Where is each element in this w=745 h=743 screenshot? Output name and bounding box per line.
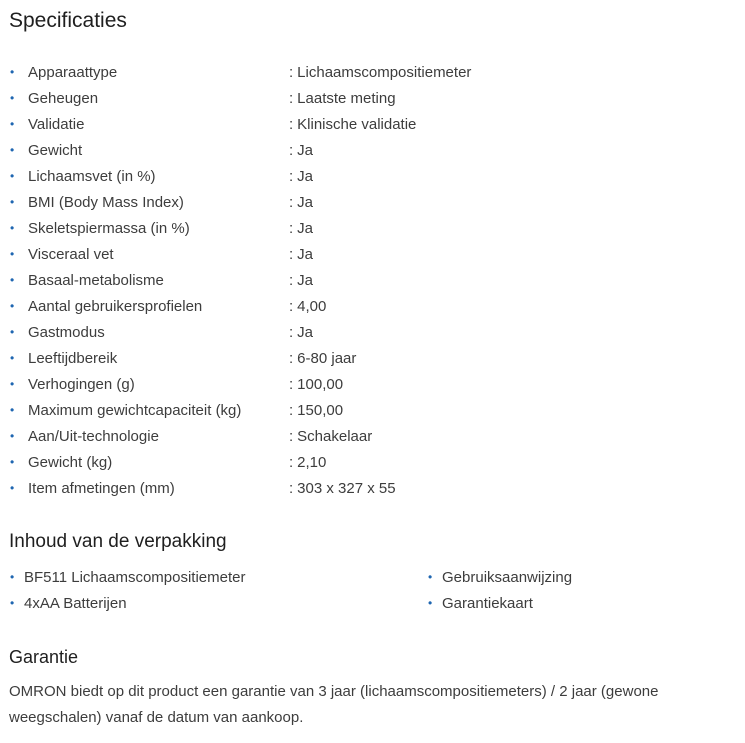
- spec-separator: :: [289, 193, 294, 211]
- bullet-icon: •: [428, 596, 433, 610]
- bullet-icon: •: [10, 481, 15, 495]
- spec-row: [9, 111, 729, 137]
- contents-list: [9, 564, 729, 616]
- spec-separator: :: [289, 401, 294, 419]
- bullet-icon: •: [10, 143, 15, 157]
- spec-separator: :: [289, 141, 294, 159]
- content-item-label: BF511 Lichaamscompositiemeter: [24, 568, 246, 586]
- spec-value: Schakelaar: [297, 427, 373, 445]
- spec-separator: :: [289, 63, 294, 81]
- spec-separator: :: [289, 349, 294, 367]
- spec-value: Lichaamscompositiemeter: [297, 63, 472, 81]
- spec-label: Verhogingen (g): [28, 375, 135, 393]
- spec-value: Ja: [297, 271, 314, 289]
- spec-value: 100,00: [297, 375, 344, 393]
- list-item: [9, 564, 427, 590]
- spec-row: [9, 267, 729, 293]
- bullet-icon: •: [10, 117, 15, 131]
- spec-label: Gastmodus: [28, 323, 105, 341]
- bullet-icon: •: [10, 351, 15, 365]
- bullet-icon: •: [10, 195, 15, 209]
- bullet-icon: •: [10, 221, 15, 235]
- spec-label: Basaal-metabolisme: [28, 271, 164, 289]
- spec-value: 2,10: [297, 453, 327, 471]
- spec-value: Ja: [297, 245, 314, 263]
- spec-value: 4,00: [297, 297, 327, 315]
- spec-value: 150,00: [297, 401, 344, 419]
- spec-separator: :: [289, 323, 294, 341]
- spec-row: [9, 423, 729, 449]
- spec-separator: :: [289, 271, 294, 289]
- spec-label: Maximum gewichtcapaciteit (kg): [28, 401, 242, 419]
- bullet-icon: •: [10, 596, 15, 610]
- bullet-icon: •: [10, 299, 15, 313]
- bullet-icon: •: [10, 273, 15, 287]
- spec-row: [9, 163, 729, 189]
- spec-row: [9, 319, 729, 345]
- spec-separator: :: [289, 245, 294, 263]
- spec-label: Leeftijdbereik: [28, 349, 118, 367]
- bullet-icon: •: [428, 570, 433, 584]
- bullet-icon: •: [10, 455, 15, 469]
- spec-value: 6-80 jaar: [297, 349, 357, 367]
- content-item-label: Garantiekaart: [442, 594, 533, 612]
- spec-row: [9, 59, 729, 85]
- spec-separator: :: [289, 219, 294, 237]
- list-item: [9, 590, 427, 616]
- spec-separator: :: [289, 453, 294, 471]
- spec-label: Apparaattype: [28, 63, 118, 81]
- bullet-icon: •: [10, 377, 15, 391]
- spec-separator: :: [289, 479, 294, 497]
- spec-value: Ja: [297, 141, 314, 159]
- spec-label: BMI (Body Mass Index): [28, 193, 184, 211]
- specs-heading: Specificaties: [9, 9, 127, 32]
- spec-row: [9, 137, 729, 163]
- spec-value: Ja: [297, 323, 314, 341]
- bullet-icon: •: [10, 429, 15, 443]
- spec-value: Ja: [297, 167, 314, 185]
- spec-row: [9, 475, 729, 501]
- list-item: [427, 564, 727, 590]
- spec-label: Skeletspiermassa (in %): [28, 219, 190, 237]
- bullet-icon: •: [10, 570, 15, 584]
- spec-label: Visceraal vet: [28, 245, 114, 263]
- list-item: [427, 590, 727, 616]
- spec-label: Gewicht (kg): [28, 453, 113, 471]
- spec-row: [9, 371, 729, 397]
- bullet-icon: •: [10, 403, 15, 417]
- content-item-label: 4xAA Batterijen: [24, 594, 127, 612]
- bullet-icon: •: [10, 65, 15, 79]
- spec-value: Ja: [297, 193, 314, 211]
- spec-label: Aantal gebruikersprofielen: [28, 297, 203, 315]
- spec-label: Lichaamsvet (in %): [28, 167, 156, 185]
- spec-value: Laatste meting: [297, 89, 396, 107]
- bullet-icon: •: [10, 91, 15, 105]
- bullet-icon: •: [10, 247, 15, 261]
- specs-list: [9, 59, 729, 501]
- spec-value: 303 x 327 x 55: [297, 479, 396, 497]
- spec-label: Geheugen: [28, 89, 99, 107]
- contents-heading: Inhoud van de verpakking: [9, 531, 227, 552]
- spec-separator: :: [289, 375, 294, 393]
- spec-row: [9, 189, 729, 215]
- spec-value: Ja: [297, 219, 314, 237]
- spec-row: [9, 345, 729, 371]
- spec-label: Item afmetingen (mm): [28, 479, 175, 497]
- spec-label: Aan/Uit-technologie: [28, 427, 159, 445]
- spec-row: [9, 293, 729, 319]
- spec-separator: :: [289, 89, 294, 107]
- spec-label: Gewicht: [28, 141, 83, 159]
- bullet-icon: •: [10, 169, 15, 183]
- spec-label: Validatie: [28, 115, 85, 133]
- warranty-heading: Garantie: [9, 647, 79, 667]
- spec-row: [9, 85, 729, 111]
- spec-separator: :: [289, 167, 294, 185]
- spec-row: [9, 449, 729, 475]
- spec-row: [9, 215, 729, 241]
- spec-separator: :: [289, 297, 294, 315]
- content-item-label: Gebruiksaanwijzing: [442, 568, 573, 586]
- bullet-icon: •: [10, 325, 15, 339]
- spec-value: Klinische validatie: [297, 115, 417, 133]
- spec-row: [9, 397, 729, 423]
- spec-row: [9, 241, 729, 267]
- warranty-text: OMRON biedt op dit product een garantie van 3 jaar (lichaamscompositiemeters) / 2 jaar (gewone weegschalen) vanaf de datum van aankoop.: [9, 683, 659, 726]
- spec-separator: :: [289, 115, 294, 133]
- spec-separator: :: [289, 427, 294, 445]
